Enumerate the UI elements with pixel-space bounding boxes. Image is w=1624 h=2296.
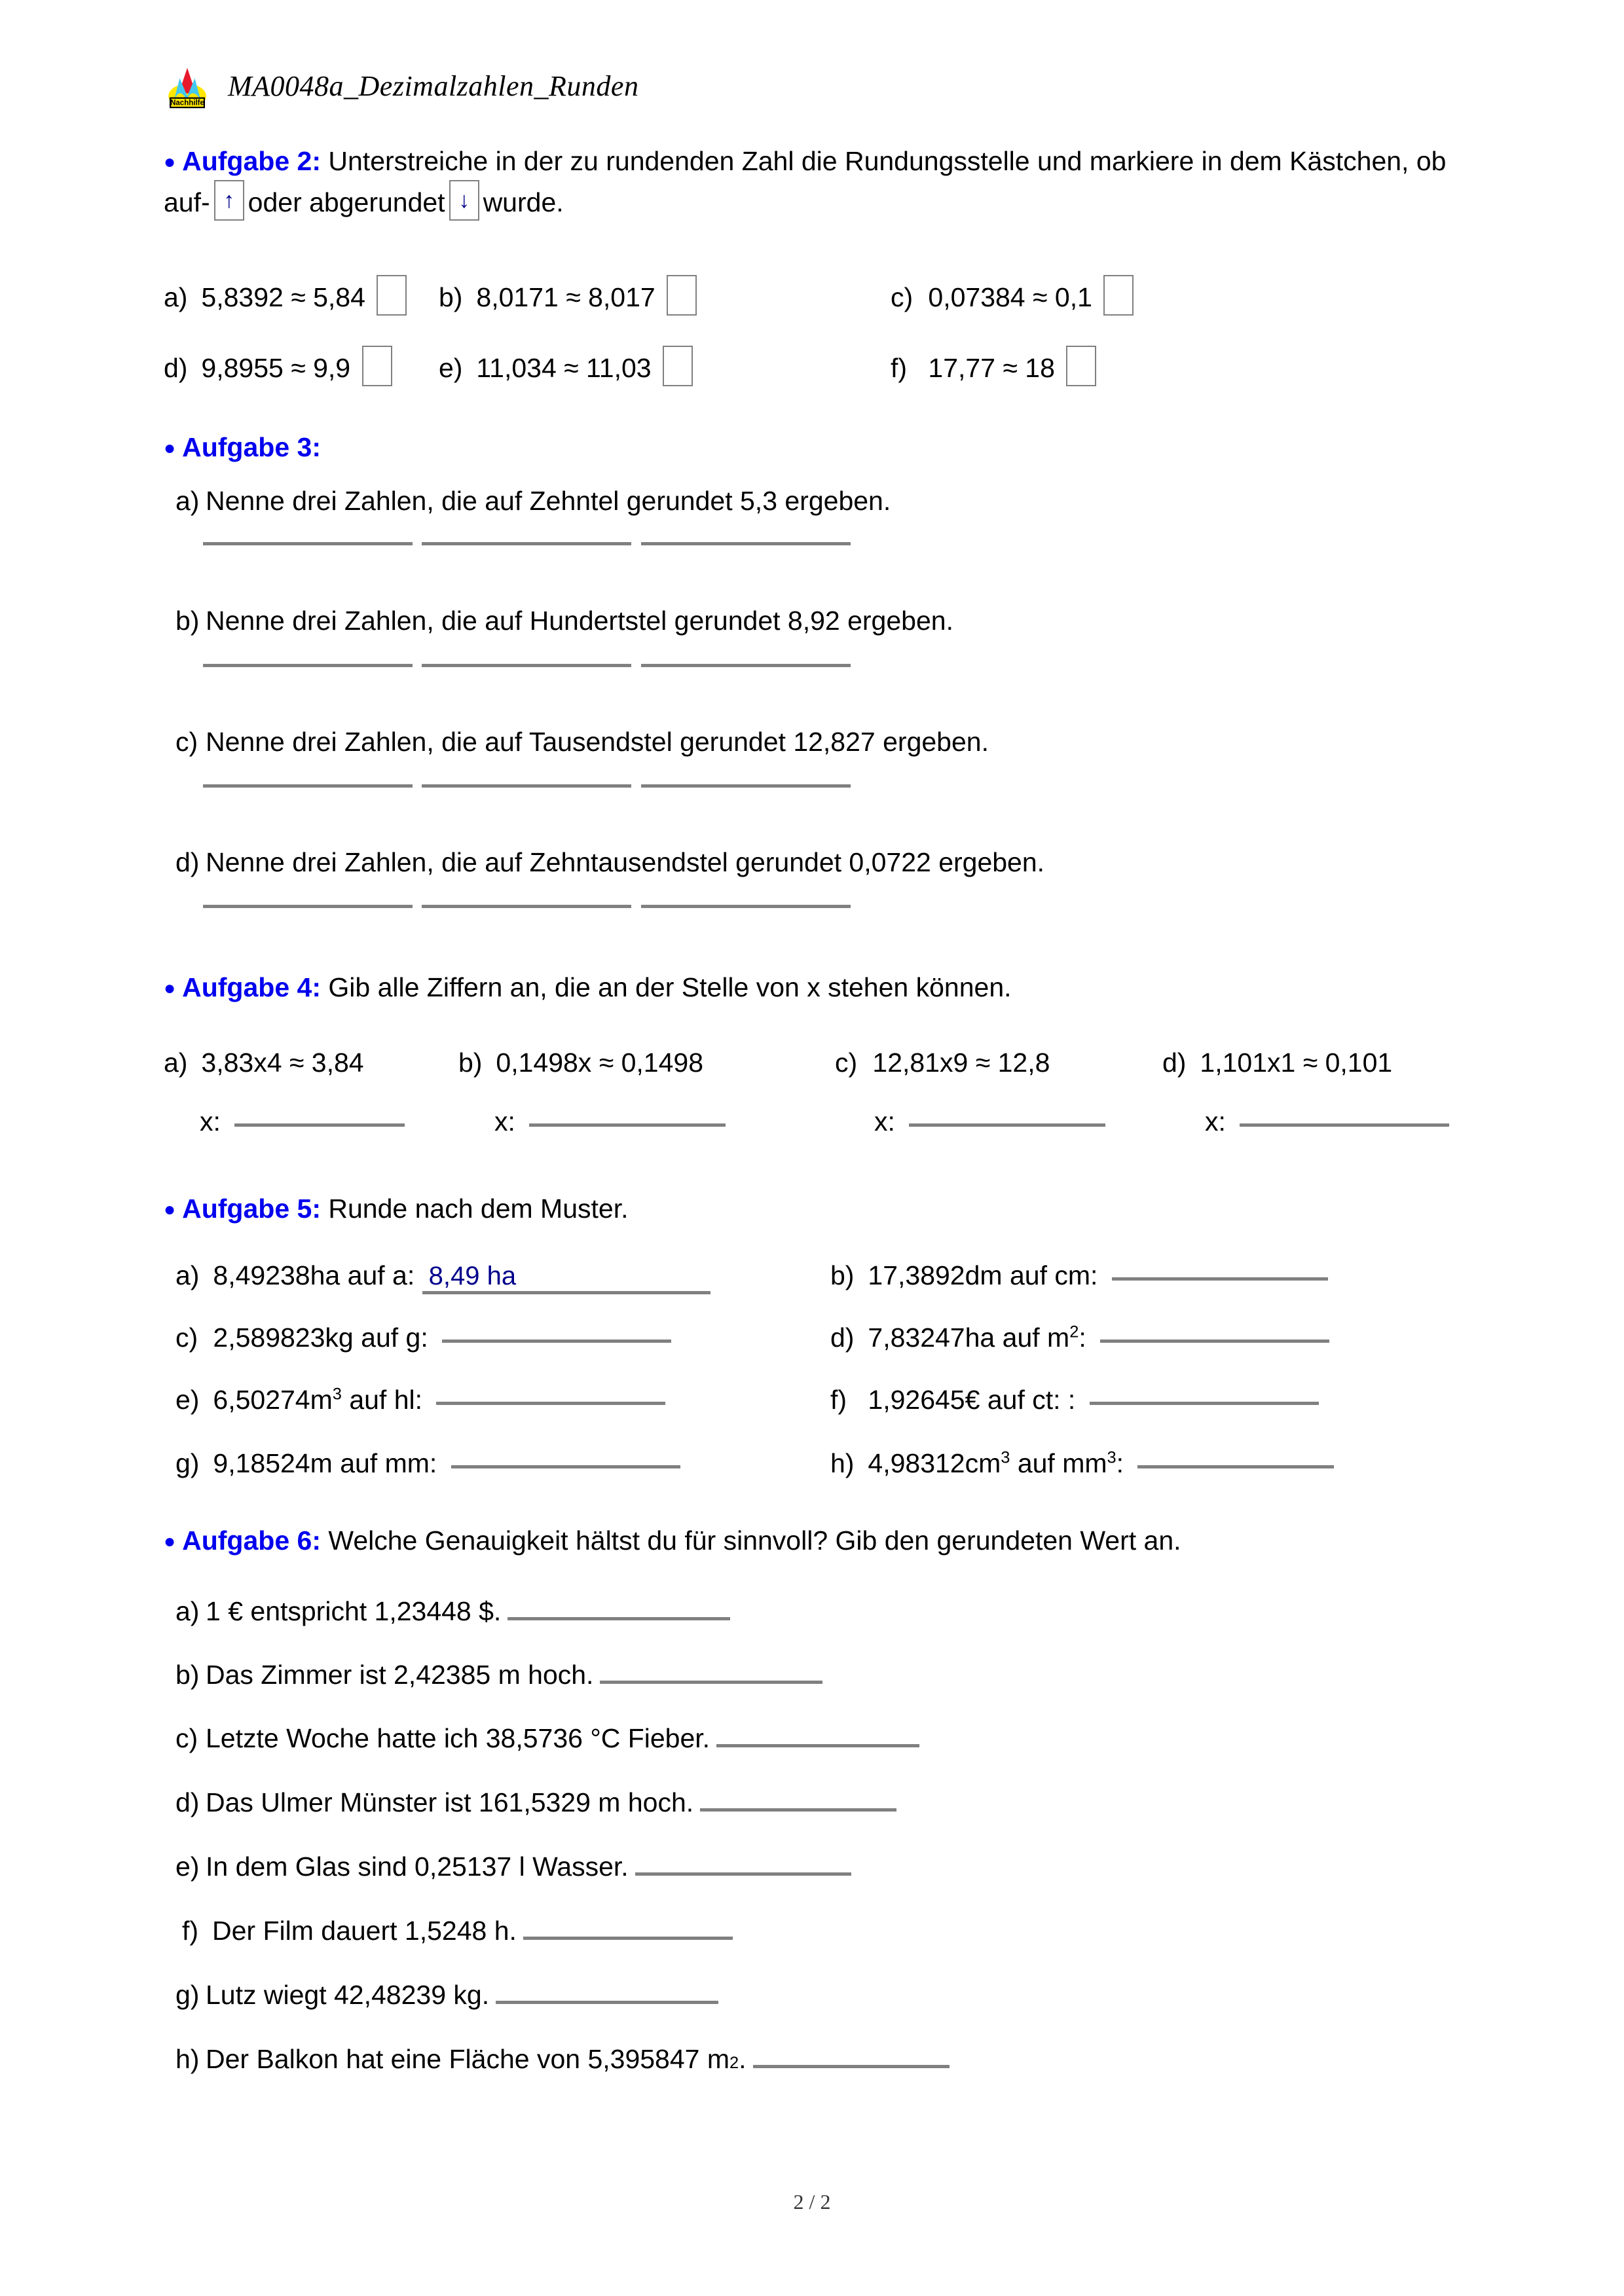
task-2-item-e (439, 346, 891, 386)
item-unit: kg (325, 1322, 354, 1353)
task-6-item-f (182, 1916, 1492, 1946)
item-marker: e) (175, 1385, 200, 1415)
task-2-instruction-2: oder abgerundet (248, 187, 445, 218)
item-marker: e) (439, 353, 463, 383)
item-target: auf cm: (1010, 1260, 1098, 1290)
item-marker: a) (164, 282, 188, 312)
answer-field-filled[interactable] (422, 1260, 710, 1294)
item-value: 7,83247 (868, 1322, 965, 1353)
item-marker: d) (175, 847, 200, 877)
answer-line[interactable] (909, 1123, 1105, 1127)
item-target: auf mm (1017, 1448, 1107, 1478)
item-text: In dem Glas sind 0,25137 l Wasser. (206, 1851, 629, 1882)
answer-line[interactable] (203, 905, 413, 908)
answer-line[interactable] (422, 664, 631, 667)
item-unit: m (310, 1385, 333, 1415)
task-6-item-b (175, 1660, 1485, 1690)
task-3-heading (164, 429, 1473, 466)
answer-line[interactable] (641, 784, 851, 788)
document-header (164, 62, 638, 109)
item-marker: c) (175, 727, 198, 757)
item-text: Der Balkon hat eine Fläche von 5,395847 m (206, 2044, 730, 2074)
item-marker: b) (439, 282, 463, 312)
answer-line[interactable] (422, 905, 631, 908)
answer-line[interactable] (700, 1808, 896, 1812)
task-5-row-gh (175, 1448, 1485, 1479)
item-marker: a) (164, 1048, 188, 1078)
task-5-row-cd (175, 1322, 1485, 1353)
arrow-up-box (214, 180, 244, 221)
answer-box[interactable] (663, 346, 693, 386)
task-3-answer-lines-b (196, 663, 1506, 674)
item-target: auf hl: (349, 1385, 423, 1415)
item-text: Lutz wiegt 42,48239 kg. (206, 1980, 490, 2010)
item-expression: 9,8955 ≈ 9,9 (201, 353, 351, 383)
bullet-icon: ● (164, 1199, 176, 1220)
item-value: 9,18524 (213, 1448, 310, 1478)
item-unit-exponent: 3 (332, 1385, 342, 1404)
task-6-item-h: h) Der Balkon hat eine Fläche von 5,395847 m 2 . (175, 2044, 1485, 2075)
item-marker: g) (175, 1448, 200, 1478)
item-value: 2,589823 (213, 1322, 325, 1353)
item-marker: g) (175, 1980, 200, 2010)
item-value: 1,92645 (868, 1385, 965, 1415)
task-5-instruction: Runde nach dem Muster. (328, 1194, 629, 1224)
item-value: 8,49238 (213, 1260, 310, 1290)
task-4-item-b (458, 1048, 835, 1078)
item-expression: 1,101x1 ≈ 0,101 (1200, 1048, 1393, 1078)
answer-line[interactable] (203, 664, 413, 667)
item-expression: 11,034 ≈ 11,03 (476, 353, 652, 383)
item-marker: b) (830, 1260, 855, 1290)
item-text: Der Film dauert 1,5248 h. (212, 1916, 517, 1946)
item-target: auf g: (361, 1322, 428, 1353)
item-marker: e) (175, 1851, 200, 1882)
task-5-item-g (175, 1448, 830, 1479)
task-6-item-c (175, 1723, 1485, 1754)
task-5-row-ab (175, 1260, 1485, 1294)
item-text: Das Zimmer ist 2,42385 m hoch. (206, 1660, 594, 1690)
answer-box[interactable] (362, 346, 392, 386)
task-2-instruction-3: wurde. (483, 187, 564, 218)
item-target-exponent: 2 (1069, 1322, 1079, 1341)
task-4-label: Aufgabe 4: (182, 972, 321, 1002)
task-4-answer-a (200, 1106, 494, 1137)
task-5-row-ef (175, 1385, 1485, 1415)
item-marker: c) (891, 282, 913, 312)
task-5-label: Aufgabe 5: (182, 1194, 321, 1224)
task-3-item-a (175, 486, 1485, 517)
item-expression: 12,81x9 ≈ 12,8 (872, 1048, 1050, 1078)
item-marker: c) (175, 1723, 198, 1753)
answer-line[interactable] (641, 905, 851, 908)
item-marker: a) (175, 486, 200, 516)
bullet-icon: ● (164, 151, 176, 173)
answer-line[interactable] (1100, 1339, 1329, 1343)
task-3-answer-lines-c (196, 783, 1506, 795)
task-4-answer-c (874, 1106, 1205, 1137)
task-3-item-d (175, 847, 1485, 878)
task-2-item-d (164, 346, 439, 386)
item-target: auf a: (347, 1260, 415, 1290)
task-6-item-g (175, 1980, 1485, 2011)
item-value: 4,98312 (868, 1448, 965, 1478)
item-target: auf mm: (340, 1448, 437, 1478)
item-marker: b) (175, 1660, 200, 1690)
arrow-down-box (449, 180, 479, 221)
page-number: 2 / 2 (793, 2190, 831, 2214)
arrow-up-icon: ↑ (223, 188, 235, 213)
task-3-label: Aufgabe 3: (182, 432, 321, 462)
answer-line[interactable] (635, 1872, 851, 1876)
item-target-exponent: 3 (1107, 1448, 1116, 1467)
task-4-item-a (164, 1048, 458, 1078)
item-marker: b) (458, 1048, 483, 1078)
answer-line[interactable] (1240, 1123, 1449, 1127)
task-4-items (164, 1048, 1473, 1078)
item-unit: dm (965, 1260, 1003, 1290)
item-marker: d) (830, 1322, 855, 1353)
task-5-heading (164, 1190, 1473, 1228)
item-target: auf m (1002, 1322, 1070, 1353)
item-text: Nenne drei Zahlen, die auf Zehntel gerundet 5,3 ergeben. (206, 486, 891, 516)
item-expression: 8,0171 ≈ 8,017 (476, 282, 655, 312)
nachhilfe-logo-icon (164, 62, 211, 109)
answer-line[interactable] (422, 784, 631, 788)
item-unit: ha (965, 1322, 995, 1353)
answer-line[interactable] (1112, 1277, 1328, 1281)
item-expression: 17,77 ≈ 18 (928, 353, 1055, 383)
item-unit: cm (965, 1448, 1001, 1478)
item-unit: ha (310, 1260, 341, 1290)
answer-line[interactable] (422, 542, 631, 545)
item-marker: d) (175, 1787, 200, 1817)
item-marker: f) (891, 353, 908, 383)
item-expression: 0,1498x ≈ 0,1498 (496, 1048, 703, 1078)
task-3-item-b (175, 606, 1485, 636)
task-2-item-a (164, 275, 439, 316)
answer-box[interactable] (377, 275, 407, 316)
answer-line[interactable] (753, 2065, 950, 2068)
item-value: 17,3892 (868, 1260, 965, 1290)
answer-line[interactable] (203, 784, 413, 788)
item-marker: c) (835, 1048, 858, 1078)
item-marker: c) (175, 1322, 198, 1353)
task-4-item-d (1162, 1048, 1392, 1078)
task-2-items-row-1 (164, 275, 1473, 316)
task-3-answer-lines-a (196, 541, 1506, 553)
task-5-item-f (830, 1385, 1319, 1415)
answer-box[interactable] (667, 275, 697, 316)
bullet-icon: ● (164, 977, 176, 999)
task-6-item-e (175, 1851, 1485, 1882)
answer-line[interactable] (234, 1123, 405, 1127)
task-2-item-c (891, 275, 1137, 316)
answer-line[interactable] (496, 2001, 718, 2004)
answer-line[interactable] (600, 1681, 822, 1684)
task-5-item-b (830, 1260, 1328, 1291)
item-expression: 5,8392 ≈ 5,84 (201, 282, 365, 312)
task-2-item-f (891, 346, 1100, 386)
item-value: 6,50274 (213, 1385, 310, 1415)
answer-line[interactable] (1137, 1465, 1334, 1468)
answer-box[interactable] (1066, 346, 1096, 386)
answer-line[interactable] (203, 542, 413, 545)
item-text: 1 € entspricht 1,23448 $. (206, 1596, 502, 1626)
answer-line[interactable] (641, 664, 851, 667)
task-6-item-d (175, 1787, 1485, 1818)
item-marker: a) (175, 1260, 200, 1290)
task-5-item-d: d) 7,83247ha auf $m^2$: (830, 1322, 1329, 1353)
item-marker: d) (1162, 1048, 1187, 1078)
x-label: x: (874, 1106, 895, 1137)
item-unit-exponent: 3 (1001, 1448, 1010, 1467)
answer-line[interactable] (507, 1617, 730, 1620)
item-marker: h) (830, 1448, 855, 1478)
task-4-instruction: Gib alle Ziffern an, die an der Stelle von x stehen können. (328, 972, 1012, 1002)
x-label: x: (494, 1106, 515, 1137)
bullet-icon: ● (164, 1531, 176, 1552)
item-marker: b) (175, 606, 200, 636)
task-5-item-c (175, 1322, 830, 1353)
item-text: Das Ulmer Münster ist 161,5329 m hoch. (206, 1787, 694, 1817)
bullet-icon: ● (164, 437, 176, 459)
item-target: auf ct: : (987, 1385, 1076, 1415)
x-label: x: (200, 1106, 221, 1137)
item-text: Nenne drei Zahlen, die auf Zehntausendstel gerundet 0,0722 ergeben. (206, 847, 1045, 877)
item-unit: m (310, 1448, 333, 1478)
task-6-instruction: Welche Genauigkeit hältst du für sinnvoll? Gib den gerundeten Wert an. (328, 1525, 1181, 1556)
task-4-item-c (835, 1048, 1162, 1078)
item-text: Letzte Woche hatte ich 38,5736 °C Fieber. (206, 1723, 710, 1753)
item-text-tail: . (739, 2044, 747, 2074)
document-title: MA0048a_Dezimalzahlen_Runden (228, 69, 639, 102)
answer-line[interactable] (529, 1123, 726, 1127)
task-5-item-h: h) $4,98312cm^3$ auf $mm^3$: (830, 1448, 1334, 1479)
task-6-heading (164, 1522, 1473, 1559)
task-3-item-c (175, 727, 1485, 757)
answer-line[interactable] (451, 1465, 680, 1468)
answer-box[interactable] (1103, 275, 1134, 316)
item-text: Nenne drei Zahlen, die auf Hundertstel gerundet 8,92 ergeben. (206, 606, 953, 636)
task-5-item-a (175, 1260, 830, 1294)
answer-line[interactable] (1090, 1402, 1319, 1405)
item-marker: a) (175, 1596, 200, 1626)
task-2-instruction-1: Unterstreiche in der zu rundenden Zahl die Rundungsstelle und markiere in dem Kästchen, ob auf- (164, 146, 1447, 218)
answer-line[interactable] (716, 1744, 919, 1747)
task-4-heading (164, 969, 1473, 1006)
task-5-item-e (175, 1385, 830, 1415)
task-2-items-row-2 (164, 346, 1473, 386)
item-unit: € (965, 1385, 980, 1415)
task-2-section (164, 143, 1473, 222)
item-text: Nenne drei Zahlen, die auf Tausendstel gerundet 12,827 ergeben. (206, 727, 989, 757)
item-marker: f) (182, 1916, 199, 1946)
item-expression: 3,83x4 ≈ 3,84 (201, 1048, 364, 1078)
task-2-label: Aufgabe 2: (182, 146, 321, 176)
item-marker: d) (164, 353, 188, 383)
x-label: x: (1205, 1106, 1226, 1137)
task-6-label: Aufgabe 6: (182, 1525, 321, 1556)
answer-line[interactable] (641, 542, 851, 545)
task-6-item-a (175, 1596, 1485, 1627)
task-2-heading (164, 143, 1473, 222)
item-expression: 0,07384 ≈ 0,1 (928, 282, 1092, 312)
arrow-down-icon: ↓ (458, 188, 470, 213)
item-marker: f) (830, 1385, 847, 1415)
answer-line[interactable] (442, 1339, 671, 1343)
answer-value: 8,49 ha (428, 1262, 517, 1290)
task-4-answer-row (200, 1106, 1509, 1137)
task-2-item-b (439, 275, 891, 316)
task-3-answer-lines-d (196, 903, 1506, 915)
svg-text:Nachhilfe: Nachhilfe (170, 99, 204, 107)
task-4-answer-b (494, 1106, 874, 1137)
task-4-answer-d (1205, 1106, 1449, 1137)
answer-line[interactable] (523, 1937, 733, 1940)
answer-line[interactable] (436, 1402, 665, 1405)
item-marker: h) (175, 2044, 200, 2074)
